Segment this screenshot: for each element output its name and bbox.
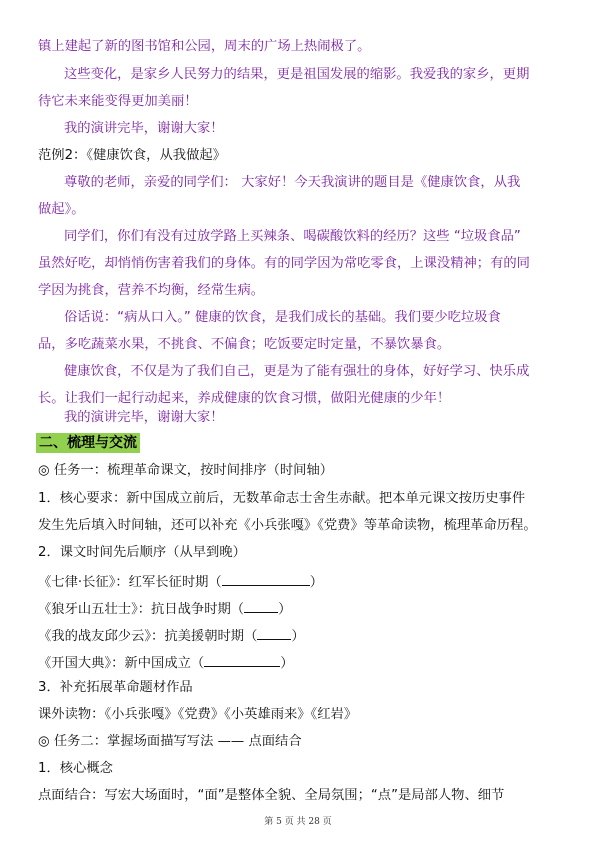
timeline-item (38, 625, 305, 646)
example1-line-1: 镇上建起了新的图书馆和公园，周末的广场上热闹极了。 (38, 39, 371, 54)
timeline-end: ） (309, 575, 324, 590)
supplement-heading: 3．补充拓展革命题材作品 (38, 680, 193, 695)
example2-p3-line2: 品，多吃蔬菜水果，不挑食、不偏食；吃饭要定时定量，不暴饮暴食。 (38, 337, 451, 352)
example2-p1-line2: 做起》。 (38, 202, 85, 217)
timeline-end: ） (278, 602, 292, 617)
example1-line-2: 这些变化，是家乡人民努力的结果，更是祖国发展的缩影。我爱我的家乡，更期 (64, 67, 530, 82)
example2-p2-line1: 同学们，你们有没有过放学路上买辣条、喝碳酸饮料的经历？这些 “垃圾食品” (64, 229, 521, 244)
timeline-end: ） (291, 629, 305, 644)
answer-blank[interactable] (257, 625, 291, 640)
example2-closing: 我的演讲完毕，谢谢大家！ (64, 410, 224, 425)
order-heading: 2．课文时间先后顺序（从早到晚） (38, 545, 246, 560)
requirement-line-2: 发生先后填入时间轴，还可以补充《小兵张嘎》《党费》等革命读物，梳理革命历程。 (38, 518, 537, 533)
concept-heading: 1．核心概念 (38, 761, 113, 776)
task2-heading: ◎ 任务二：掌握场面描写写法 —— 点面结合 (38, 734, 302, 749)
example2-p1-line1: 尊敬的老师，亲爱的同学们： 大家好！今天我演讲的题目是《健康饮食，从我 (64, 175, 521, 190)
example2-p4-line1: 健康饮食，不仅是为了我们自己，更是为了能有强壮的身体，好好学习、快乐成 (64, 364, 530, 379)
timeline-text: 《我的战友邱少云》：抗美援朝时期（ (38, 629, 258, 644)
example2-heading: 范例2：《健康饮食，从我做起》 (38, 148, 226, 163)
answer-blank[interactable] (204, 652, 280, 667)
timeline-end: ） (280, 656, 294, 671)
example2-p3-line1: 俗话说：“病从口入。” 健康的饮食，是我们成长的基础。我们要少吃垃圾食 (64, 310, 501, 325)
task1-heading: ◎ 任务一：梳理革命课文，按时间排序（时间轴） (38, 463, 334, 478)
timeline-item (38, 571, 323, 592)
example2-p4-line2: 长。让我们一起行动起来，养成健康的饮食习惯，做阳光健康的少年！ (38, 391, 451, 406)
timeline-text: 《狼牙山五壮士》：抗日战争时期（ (38, 602, 245, 617)
timeline-text: 《七律·长征》：红军长征时期（ (38, 575, 222, 590)
example1-closing: 我的演讲完毕，谢谢大家！ (64, 121, 224, 136)
concept-line-1: 点面结合：写宏大场面时，“面”是整体全貌、全局氛围；“点”是局部人物、细节 (38, 788, 505, 803)
extra-reading: 课外读物：《小兵张嘎》《党费》《小英雄雨来》《红岩》 (38, 707, 358, 722)
answer-blank[interactable] (244, 598, 278, 613)
example1-line-3: 待它未来能变得更加美丽！ (38, 94, 198, 109)
example2-p2-line3: 学因为挑食，营养不均衡，经常生病。 (38, 283, 265, 298)
timeline-text: 《开国大典》：新中国成立（ (38, 656, 205, 671)
example2-p2-line2: 虽然好吃，却悄悄伤害着我们的身体。有的同学因为常吃零食，上课没精神；有的同 (38, 256, 530, 271)
section-title: 二、梳理与交流 (36, 433, 140, 453)
page-number: 第 5 页 共 28 页 (264, 817, 332, 827)
timeline-item (38, 598, 291, 619)
requirement-line-1: 1．核心要求：新中国成立前后，无数革命志士舍生赤献。把本单元课文按历史事件 (38, 491, 526, 506)
timeline-item (38, 652, 294, 673)
answer-blank[interactable] (222, 571, 310, 586)
